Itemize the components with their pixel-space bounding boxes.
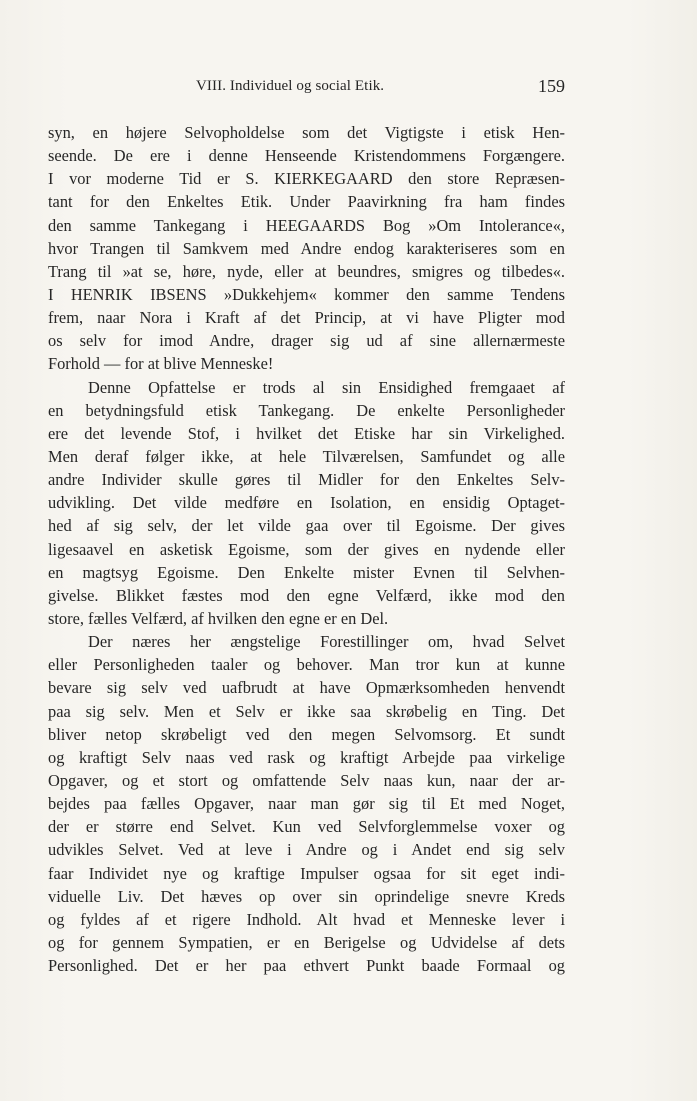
text-line: Der næres her ængstelige Forestillinger om, hvad Selvet [88,632,565,652]
text-line: hvor Trangen til Samkvem med Andre endog karakteriseres som en [48,238,565,258]
text-line: syn, en højere Selvopholdelse som det Vigtigste i etisk Hen- [48,123,565,142]
text-line: paa sig selv. Men et Selv er ikke saa skrøbelig en Ting. Det [48,701,565,721]
chapter-title: VIII. Individuel og social Etik. [196,78,385,94]
text-line: ligesaavel en asketisk Egoisme, som der gives en nydende eller [48,539,565,559]
running-header [48,76,565,100]
text-line: en betydningsfuld etisk Tankegang. De enkelte Personligheder [48,400,565,420]
text-line: ere det levende Stof, i hvilket det Etiske har sin Virkelighed. [48,423,565,443]
text-line: Forhold — for at blive Menneske! [48,354,274,374]
body-text [48,121,565,977]
text-line: Men deraf følger ikke, at hele Tilværelsen, Samfundet og alle [48,446,565,466]
text-line: andre Individer skulle gøres til Midler for den Enkeltes Selv- [48,470,565,490]
text-line: og for gennem Sympatien, er en Berigelse og Udvidelse af dets [48,932,565,952]
text-line: frem, naar Nora i Kraft af det Princip, at vi have Pligter mod [48,308,565,328]
text-line: tant for den Enkeltes Etik. Under Paavirkning fra ham findes [48,192,565,212]
text-line: bevare sig selv ved uafbrudt at have Opmærksomheden henvendt [48,678,565,698]
page-number: 159 [538,76,565,96]
text-line: givelse. Blikket fæstes mod den egne Velfærd, ikke mod den [48,585,565,605]
text-line: viduelle Liv. Det hæves op over sin oprindelige snevre Kreds [48,886,565,906]
text-line: faar Individet nye og kraftige Impulser ogsaa for sit eget indi- [48,863,565,883]
text-line: eller Personligheden taaler og behover. Man tror kun at kunne [48,655,565,675]
text-line: og fyldes af et rigere Indhold. Alt hvad et Menneske lever i [48,909,565,929]
text-line: og kraftigt Selv naas ved rask og kraftigt Arbejde paa virkelige [48,747,565,767]
text-line: Denne Opfattelse er trods al sin Ensidighed fremgaaet af [88,377,565,397]
text-line: udvikles Selvet. Ved at leve i Andre og i Andet end sig selv [48,840,565,860]
text-line: Personlighed. Det er her paa ethvert Punkt baade Formaal og [48,956,565,976]
text-line: hed af sig selv, der let vilde gaa over til Egoisme. Der gives [48,516,565,536]
text-line: I HENRIK IBSENS »Dukkehjem« kommer den samme Tendens [48,284,565,304]
text-line: en magtsyg Egoisme. Den Enkelte mister Evnen til Selvhen- [48,562,565,582]
text-line: bejdes paa fælles Opgaver, naar man gør sig til Et med Noget, [48,794,565,814]
text-line: bliver netop skrøbeligt ved den megen Selvomsorg. Et sundt [48,724,565,744]
text-line: os selv for imod Andre, drager sig ud af sine allernærmeste [48,331,565,351]
text-line: udvikling. Det vilde medføre en Isolation, en ensidig Optaget- [48,493,565,513]
text-line: der er større end Selvet. Kun ved Selvforglemmelse voxer og [48,817,565,837]
text-line: I vor moderne Tid er S. KIERKEGAARD den store Repræsen- [48,169,565,189]
text-line: seende. De ere i denne Henseende Kristendommens Forgængere. [48,146,565,166]
text-line: store, fælles Velfærd, af hvilken den egne er en Del. [48,608,389,628]
text-line: Opgaver, og et stort og omfattende Selv naas kun, naar der ar- [48,770,565,790]
text-line: Trang til »at se, høre, nyde, eller at beundres, smigres og tilbedes«. [48,261,565,281]
text-line: den samme Tankegang i HEEGAARDS Bog »Om Intolerance«, [48,215,565,235]
